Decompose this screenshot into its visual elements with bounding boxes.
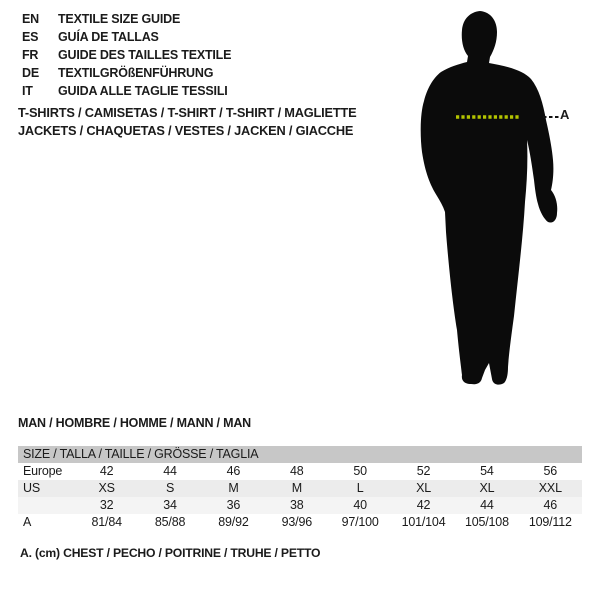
size-cell: 101/104 bbox=[401, 515, 446, 529]
language-label: GUÍA DE TALLAS bbox=[58, 30, 159, 44]
size-cell: M bbox=[291, 481, 302, 495]
size-cell: 46 bbox=[543, 498, 558, 512]
table-row bbox=[18, 497, 582, 514]
size-table-body bbox=[18, 463, 582, 531]
man-silhouette bbox=[421, 11, 558, 385]
size-cell: 32 bbox=[99, 498, 114, 512]
size-cell: XL bbox=[416, 481, 431, 495]
size-cell: 56 bbox=[543, 464, 558, 478]
size-cell: 44 bbox=[163, 464, 177, 478]
size-cell: 89/92 bbox=[218, 515, 249, 529]
language-code: ES bbox=[22, 30, 39, 44]
row-label: Europe bbox=[23, 464, 63, 478]
size-table bbox=[18, 446, 582, 531]
size-cell: XXL bbox=[538, 481, 562, 495]
size-cell: 42 bbox=[416, 498, 431, 512]
section-title: MAN / HOMBRE / HOMME / MANN / MAN bbox=[18, 416, 251, 430]
language-code: IT bbox=[22, 84, 33, 98]
size-cell: 97/100 bbox=[341, 515, 379, 529]
size-cell: 93/96 bbox=[281, 515, 312, 529]
size-cell: 54 bbox=[480, 464, 494, 478]
size-cell: 81/84 bbox=[91, 515, 122, 529]
size-cell: XL bbox=[479, 481, 495, 495]
language-label: GUIDE DES TAILLES TEXTILE bbox=[58, 48, 232, 62]
measure-label-a: A bbox=[560, 107, 570, 122]
table-row bbox=[18, 480, 582, 497]
size-table-header: SIZE / TALLA / TAILLE / GRÖSSE / TAGLIA bbox=[18, 446, 582, 463]
language-label: TEXTILE SIZE GUIDE bbox=[58, 12, 181, 26]
size-cell: 85/88 bbox=[154, 515, 186, 529]
category-jackets: JACKETS / CHAQUETAS / VESTES / JACKEN / GIACCHE bbox=[18, 123, 354, 138]
size-cell: 105/108 bbox=[465, 515, 509, 529]
size-cell: XS bbox=[98, 481, 115, 495]
row-label: US bbox=[23, 481, 40, 495]
size-cell: 52 bbox=[416, 464, 431, 478]
table-row bbox=[18, 514, 582, 531]
language-code: DE bbox=[22, 66, 39, 80]
size-cell: 50 bbox=[353, 464, 367, 478]
row-label: A bbox=[23, 515, 32, 529]
size-cell: 48 bbox=[290, 464, 304, 478]
size-cell: 36 bbox=[226, 498, 241, 512]
size-cell: L bbox=[356, 481, 364, 495]
table-row bbox=[18, 463, 582, 480]
size-cell: 38 bbox=[290, 498, 304, 512]
row-label bbox=[18, 497, 75, 514]
language-label: TEXTILGRÖßENFÜHRUNG bbox=[58, 66, 214, 80]
language-code: EN bbox=[22, 12, 39, 26]
language-label: GUIDA ALLE TAGLIE TESSILI bbox=[58, 84, 228, 98]
size-cell: 46 bbox=[226, 464, 241, 478]
category-tshirts: T-SHIRTS / CAMISETAS / T-SHIRT / T-SHIRT / MAGLIETTE bbox=[18, 105, 357, 120]
size-cell: 109/112 bbox=[528, 515, 572, 529]
size-cell: 40 bbox=[353, 498, 367, 512]
language-code: FR bbox=[22, 48, 39, 62]
size-cell: S bbox=[165, 481, 175, 495]
size-cell: 42 bbox=[99, 464, 114, 478]
size-cell: 44 bbox=[480, 498, 494, 512]
measurement-note: A. (cm) CHEST / PECHO / POITRINE / TRUHE / PETTO bbox=[20, 546, 321, 560]
man-silhouette-graphic bbox=[405, 5, 575, 395]
size-cell: 34 bbox=[163, 498, 177, 512]
size-cell: M bbox=[228, 481, 239, 495]
